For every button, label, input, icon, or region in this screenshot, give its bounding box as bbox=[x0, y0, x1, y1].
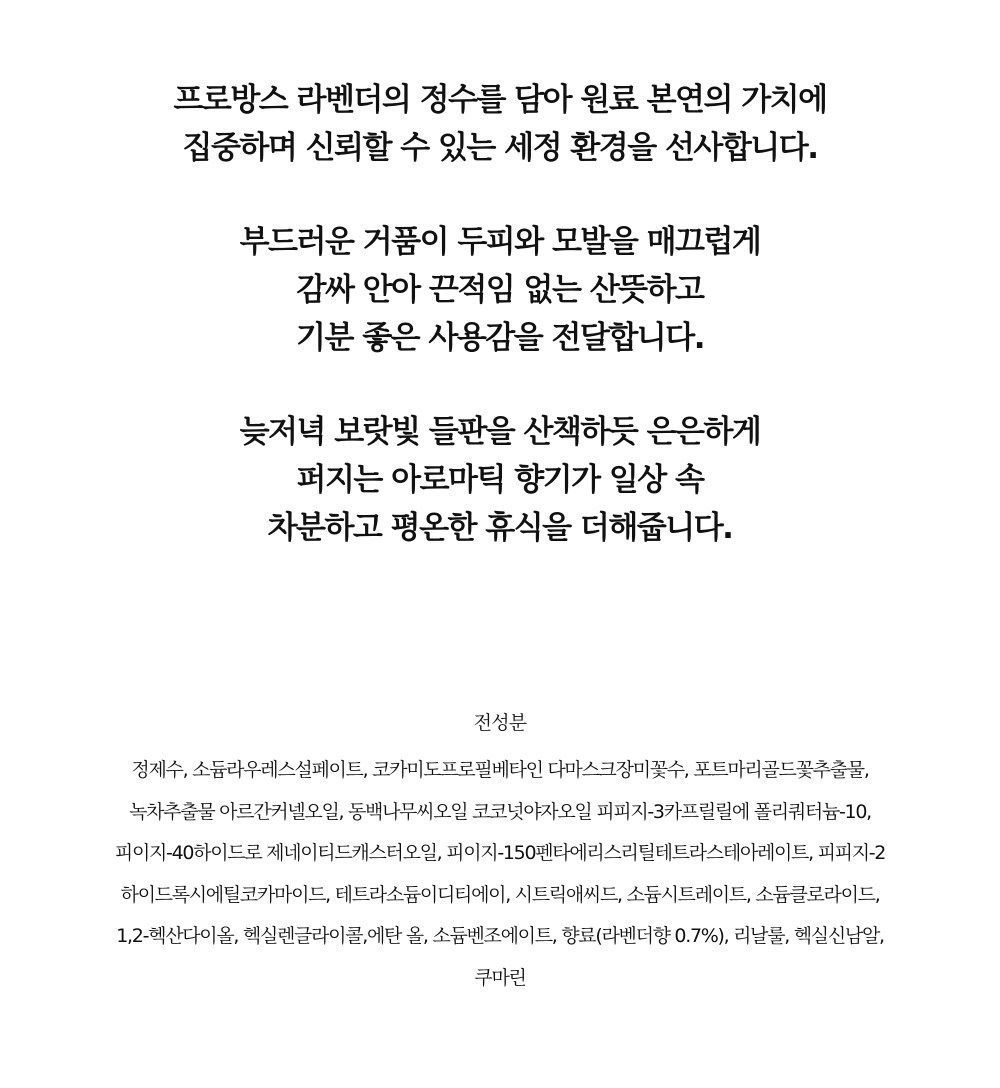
ingredients-line: 정제수, 소듐라우레스설페이트, 코카미도프로필베타인 다마스크장미꽃수, 포트마리골드꽃추출물, bbox=[131, 759, 869, 781]
intro-line: 늦저녁 보랏빛 들판을 산책하듯 은은하게 bbox=[239, 414, 761, 450]
ingredients-title: 전성분 bbox=[473, 712, 527, 734]
ingredients-line: 쿠마린 bbox=[474, 966, 526, 989]
ingredients-line: 1,2-헥산다이올, 헥실렌글라이콜,에탄 올, 소듐벤조에이트, 향료(라벤더향 0.7%), 리날룰, 헥실신남알, bbox=[116, 925, 884, 947]
intro-copy bbox=[0, 76, 1000, 598]
intro-line: 프로방스 라벤더의 정수를 담아 원료 본연의 가치에 bbox=[173, 82, 827, 118]
intro-paragraph-3 bbox=[0, 408, 1000, 552]
ingredients-line: 피이지-40하이드로 제네이티드캐스터오일, 피이지-150펜타에리스리틸테트라스테아레이트, 피피지-2 bbox=[114, 842, 886, 864]
intro-paragraph-1 bbox=[0, 76, 1000, 172]
intro-line: 부드러운 거품이 두피와 모발을 매끄럽게 bbox=[239, 224, 761, 260]
intro-line: 기분 좋은 사용감을 전달합니다. bbox=[296, 320, 704, 356]
intro-line: 감싸 안아 끈적임 없는 산뜻하고 bbox=[296, 272, 704, 308]
intro-line: 차분하고 평온한 휴식을 더해줍니다. bbox=[267, 510, 733, 546]
intro-line: 퍼지는 아로마틱 향기가 일상 속 bbox=[296, 462, 704, 498]
ingredients-line: 녹차추출물 아르간커넬오일, 동백나무씨오일 코코넛야자오일 피피지-3카프릴릴에 폴리쿼터늄-10, bbox=[129, 800, 871, 823]
ingredients-section bbox=[0, 704, 1000, 999]
ingredients-line: 하이드록시에틸코카마이드, 테트라소듐이디티에이, 시트릭애씨드, 소듐시트레이트, 소듐클로라이드, bbox=[120, 883, 880, 906]
intro-paragraph-2 bbox=[0, 218, 1000, 362]
intro-line: 집중하며 신뢰할 수 있는 세정 환경을 선사합니다. bbox=[182, 130, 818, 166]
